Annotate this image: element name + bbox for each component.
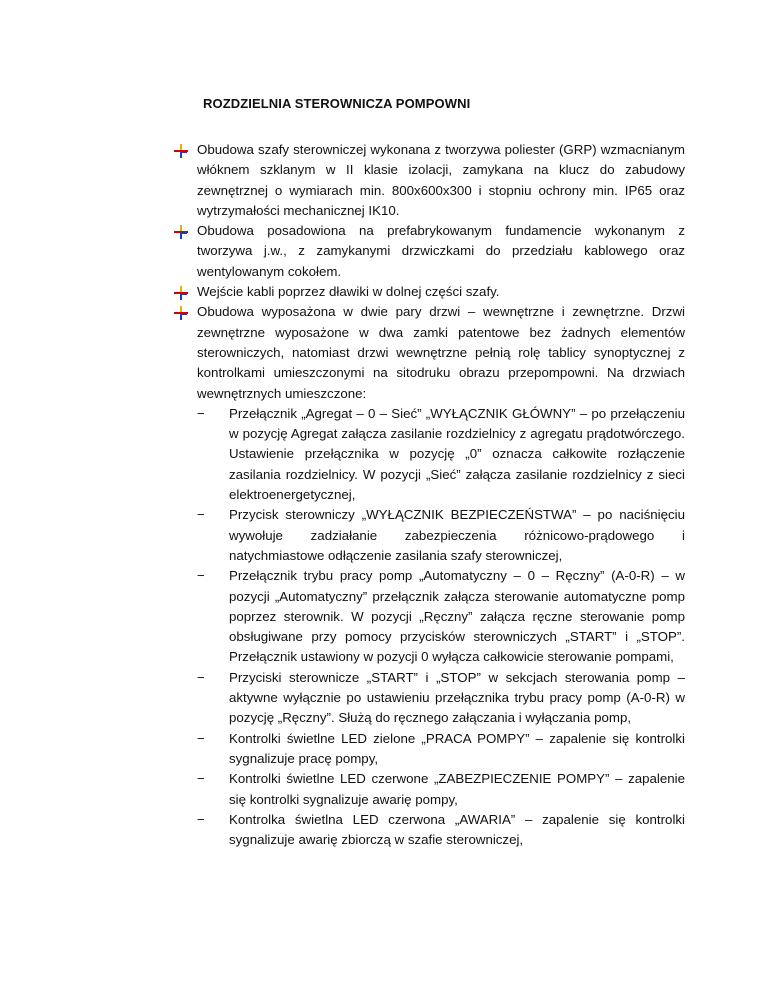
bullet-text: Wejście kabli poprzez dławiki w dolnej części szafy.	[197, 284, 500, 300]
list-item	[197, 769, 685, 810]
list-item	[197, 505, 685, 566]
dash-marker: −	[197, 507, 205, 523]
dash-marker: −	[197, 669, 205, 685]
document-title: ROZDZIELNIA STEROWNICZA POMPOWNI	[203, 96, 471, 111]
list-item	[197, 404, 685, 505]
dash-marker: −	[197, 811, 205, 827]
dash-marker: −	[197, 771, 205, 787]
bullet-list	[173, 140, 685, 850]
list-item	[197, 566, 685, 667]
list-item-text: Kontrolka świetlna LED czerwona „AWARIA” – zapalenie się kontrolki sygnalizuje awarię zbiorczą w szafie sterowniczej,	[229, 811, 685, 848]
bullet-item	[173, 282, 685, 302]
list-item	[197, 810, 685, 851]
list-item-text: Przełącznik trybu pracy pomp „Automatyczny – 0 – Ręczny” (A-0-R) – w pozycji „Automatyczny” przełącznik załącza sterowanie automatyczne pomp poprzez sterownik. W pozycji „Ręczny” załącza ręczne sterowanie pomp obsługiwane przy pomocy przycisków sterowniczych „START” i „STOP”. Przełącznik ustawiony w pozycji 0 wyłącza całkowicie sterowanie pompami,	[229, 568, 685, 665]
red-yellow-blue-pin-bullet-icon	[173, 285, 189, 301]
list-item-text: Kontrolki świetlne LED zielone „PRACA POMPY” – zapalenie się kontrolki sygnalizuje pracę pompy,	[229, 730, 685, 766]
red-yellow-blue-pin-bullet-icon	[173, 305, 189, 321]
list-item-text: Przycisk sterowniczy „WYŁĄCZNIK BEZPIECZEŃSTWA” – po naciśnięciu wywołuje zadziałanie zabezpieczenia różnicowo-prądowego i natychmiastowe odłączenie zasilania szafy sterowniczej,	[229, 507, 685, 563]
dash-marker: −	[197, 568, 205, 584]
bullet-text: Obudowa wyposażona w dwie pary drzwi – wewnętrzne i zewnętrzne. Drzwi zewnętrzne wyposażone w dwa zamki patentowe bez żadnych elementów sterowniczych, natomiast drzwi wewnętrzne pełnią rolę tablicy synoptycznej z kontrolkami umieszczonymi na sitodruku obrazu przepompowni. Na drzwiach wewnętrznych umieszczone:	[197, 304, 685, 401]
bullet-text: Obudowa szafy sterowniczej wykonana z tworzywa poliester (GRP) wzmacnianym włóknem szklanym w II klasie izolacji, zamykana na klucz do zabudowy zewnętrznej o wymiarach min. 800x600x300 i stopniu ochrony min. IP65 oraz wytrzymałości mechanicznej IK10.	[197, 142, 685, 218]
list-item-text: Przełącznik „Agregat – 0 – Sieć” „WYŁĄCZNIK GŁÓWNY” – po przełączeniu w pozycję Agregat załącza zasilanie rozdzielnicy z agregatu prądotwórczego. Ustawienie przełącznika w pozycję „0” oznacza całkowite rozłączenie zasilania rozdzielnicy. W pozycji „Sieć” załącza zasilanie rozdzielnicy z sieci elektroenergetycznej,	[229, 405, 685, 503]
door-components-list	[197, 404, 685, 851]
dash-marker: −	[197, 730, 205, 746]
bullet-item	[173, 302, 685, 850]
bullet-item	[173, 221, 685, 282]
dash-marker: −	[197, 405, 205, 421]
red-yellow-blue-pin-bullet-icon	[173, 224, 189, 240]
list-item	[197, 729, 685, 770]
list-item-text: Kontrolki świetlne LED czerwone „ZABEZPIECZENIE POMPY” – zapalenie się kontrolki sygnalizuje awarię pompy,	[229, 771, 685, 807]
list-item	[197, 668, 685, 729]
bullet-text: Obudowa posadowiona na prefabrykowanym fundamencie wykonanym z tworzywa j.w., z zamykanymi drzwiczkami do przedziału kablowego oraz wentylowanym cokołem.	[197, 223, 685, 279]
bullet-item	[173, 140, 685, 221]
red-yellow-blue-pin-bullet-icon	[173, 143, 189, 159]
list-item-text: Przyciski sterownicze „START” i „STOP” w sekcjach sterowania pomp – aktywne wyłącznie po ustawieniu przełącznika trybu pracy pomp (A-0-R) w pozycję „Ręczny”. Służą do ręcznego załączania i wyłączania pomp,	[229, 669, 685, 726]
